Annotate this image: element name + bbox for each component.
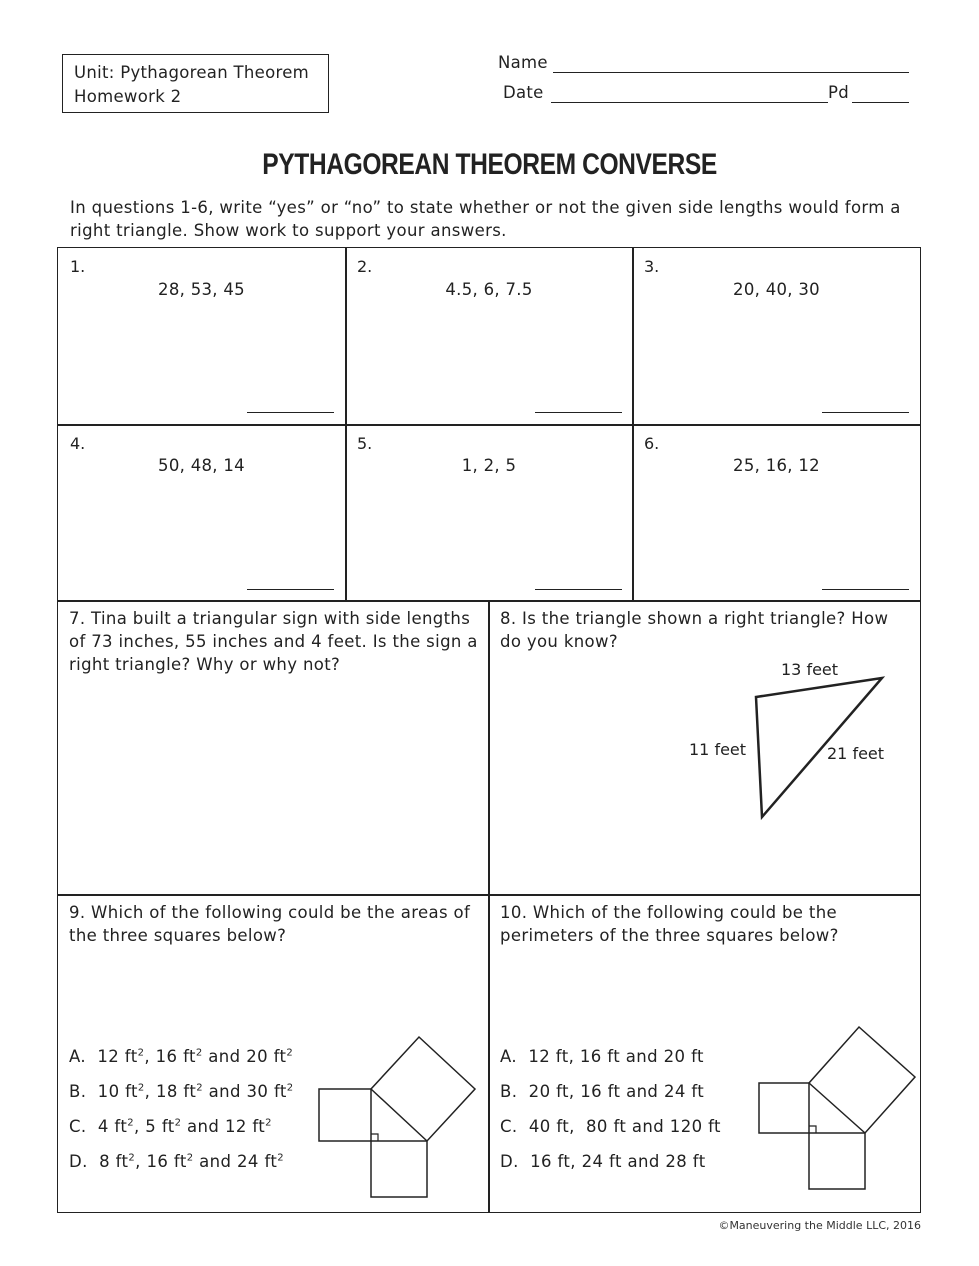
- triangle-diagram: [660, 650, 910, 830]
- instructions: In questions 1-6, write “yes” or “no” to state whether or not the given side lengths would form a right triangle. Show work to support your answers.: [70, 198, 901, 240]
- choice-b[interactable]: B. 20 ft, 16 ft and 24 ft: [500, 1082, 705, 1101]
- question-cell-5: [346, 425, 632, 600]
- side-lengths: 50, 48, 14: [158, 456, 245, 475]
- answer-blank[interactable]: [535, 412, 622, 413]
- side-lengths: 1, 2, 5: [461, 456, 517, 475]
- name-label: Name: [498, 53, 548, 72]
- large-square: [371, 1037, 475, 1141]
- question-10-text: 10. Which of the following could be the perimeters of the three squares below?: [500, 903, 839, 945]
- answer-blank[interactable]: [822, 589, 909, 590]
- unit-title: Unit: Pythagorean Theorem: [74, 63, 310, 82]
- side-label-left: 11 feet: [689, 740, 747, 759]
- choice-b[interactable]: B. 10 $ft^2$, 18 $ft^2$ and 30 $ft^2$: [69, 1082, 294, 1101]
- answer-blank[interactable]: [247, 589, 334, 590]
- small-square: [319, 1089, 371, 1141]
- choice-d[interactable]: D. 8 $ft^2$, 16 $ft^2$ and 24 $ft^2$: [69, 1152, 285, 1171]
- choice-c[interactable]: C. 4 $ft^2$, 5 $ft^2$ and 12 $ft^2$: [69, 1117, 272, 1136]
- choice-a[interactable]: A. 12 ft, 16 ft and 20 ft: [500, 1047, 704, 1066]
- squares-diagram-10: [750, 1022, 925, 1197]
- date-field[interactable]: [551, 102, 828, 103]
- side-lengths: 28, 53, 45: [158, 280, 245, 299]
- side-lengths: 4.5, 6, 7.5: [445, 280, 533, 299]
- squares-diagram-9: [310, 1030, 485, 1205]
- question-7-text: 7. Tina built a triangular sign with side lengths of 73 inches, 55 inches and 4 feet. Is the sign a right triangle? Why or why not?: [69, 609, 478, 674]
- side-label-right: 21 feet: [827, 744, 885, 763]
- choice-c[interactable]: C. 40 ft, 80 ft and 120 ft: [500, 1117, 721, 1136]
- medium-square: [371, 1141, 427, 1197]
- question-number: 2.: [357, 257, 373, 276]
- side-label-top: 13 feet: [781, 660, 839, 679]
- medium-square: [809, 1133, 865, 1189]
- name-field[interactable]: [553, 72, 909, 73]
- question-9-text: 9. Which of the following could be the areas of the three squares below?: [69, 903, 471, 945]
- grid-divider: [488, 600, 490, 1213]
- question-number: 1.: [70, 257, 86, 276]
- small-square: [759, 1083, 809, 1133]
- question-number: 3.: [644, 257, 660, 276]
- question-cell-2: [346, 248, 632, 424]
- pd-field[interactable]: [852, 102, 909, 103]
- question-number: 4.: [70, 434, 86, 453]
- pd-label: Pd: [828, 83, 850, 102]
- date-label: Date: [503, 83, 544, 102]
- side-lengths: 20, 40, 30: [733, 280, 820, 299]
- right-angle-mark: [371, 1134, 378, 1141]
- homework-label: Homework 2: [74, 87, 182, 106]
- answer-blank[interactable]: [822, 412, 909, 413]
- copyright-footer: ©Maneuvering the Middle LLC, 2016: [718, 1219, 921, 1232]
- right-angle-mark: [809, 1126, 816, 1133]
- choice-d[interactable]: D. 16 ft, 24 ft and 28 ft: [500, 1152, 706, 1171]
- question-cell-1: [58, 248, 345, 424]
- page-title: PYTHAGOREAN THEOREM CONVERSE: [262, 148, 717, 181]
- question-8-text: 8. Is the triangle shown a right triangle? How do you know?: [500, 609, 889, 651]
- question-cell-3: [633, 248, 920, 424]
- answer-blank[interactable]: [247, 412, 334, 413]
- choice-a[interactable]: A. 12 $ft^2$, 16 $ft^2$ and 20 $ft^2$: [69, 1047, 294, 1066]
- question-cell-6: [633, 425, 920, 600]
- large-square: [809, 1027, 915, 1133]
- question-number: 5.: [357, 434, 373, 453]
- question-number: 6.: [644, 434, 660, 453]
- answer-blank[interactable]: [535, 589, 622, 590]
- unit-box: [62, 54, 329, 113]
- side-lengths: 25, 16, 12: [733, 456, 820, 475]
- question-cell-4: [58, 425, 345, 600]
